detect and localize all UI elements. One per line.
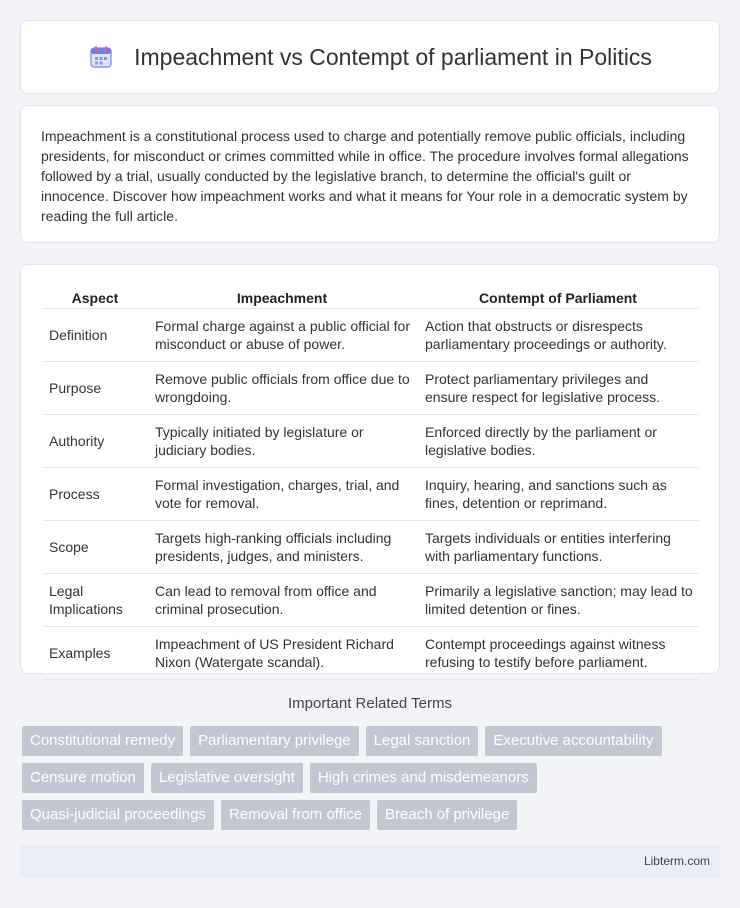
- table-row: [43, 362, 699, 415]
- tag-censure-motion[interactable]: Censure motion: [22, 763, 144, 793]
- table-row: [43, 627, 699, 680]
- cell-impeachment: Typically initiated by legislature or judiciary bodies.: [147, 415, 417, 468]
- cell-contempt: Enforced directly by the parliament or legislative bodies.: [417, 415, 699, 468]
- related-terms-title: Important Related Terms: [288, 695, 452, 712]
- cell-contempt: Contempt proceedings against witness refusing to testify before parliament.: [417, 627, 699, 680]
- cell-impeachment: Formal charge against a public official for misconduct or abuse of power.: [147, 309, 417, 362]
- cell-impeachment: Remove public officials from office due to wrongdoing.: [147, 362, 417, 415]
- cell-aspect: Definition: [43, 309, 147, 362]
- cell-contempt: Action that obstructs or disrespects parliamentary proceedings or authority.: [417, 309, 699, 362]
- cell-aspect: Examples: [43, 627, 147, 680]
- table-row: [43, 521, 699, 574]
- tag-quasi-judicial[interactable]: Quasi-judicial proceedings: [22, 800, 214, 830]
- header-card: [20, 20, 720, 94]
- calendar-icon: [88, 44, 114, 70]
- title-wrap: [88, 44, 652, 71]
- tag-parliamentary-privilege[interactable]: Parliamentary privilege: [190, 726, 359, 756]
- cell-impeachment: Formal investigation, charges, trial, and vote for removal.: [147, 468, 417, 521]
- page-title: Impeachment vs Contempt of parliament in Politics: [134, 43, 652, 70]
- cell-contempt: Primarily a legislative sanction; may lead to limited detention or fines.: [417, 574, 699, 627]
- table-row: [43, 468, 699, 521]
- table-row: [43, 309, 699, 362]
- intro-card: [20, 105, 720, 243]
- header-impeachment: Impeachment: [147, 285, 417, 309]
- cell-impeachment: Can lead to removal from office and criminal prosecution.: [147, 574, 417, 627]
- cell-contempt: Inquiry, hearing, and sanctions such as fines, detention or reprimand.: [417, 468, 699, 521]
- comparison-table-card: [20, 264, 720, 674]
- comparison-table: [43, 285, 699, 680]
- tag-removal-from-office[interactable]: Removal from office: [221, 800, 370, 830]
- tag-constitutional-remedy[interactable]: Constitutional remedy: [22, 726, 183, 756]
- table-row: [43, 574, 699, 627]
- cell-aspect: Authority: [43, 415, 147, 468]
- footer-site-link[interactable]: Libterm.com: [643, 854, 710, 868]
- cell-contempt: Targets individuals or entities interfering with parliamentary functions.: [417, 521, 699, 574]
- cell-impeachment: Targets high-ranking officials including presidents, judges, and ministers.: [147, 521, 417, 574]
- cell-aspect: Process: [43, 468, 147, 521]
- header-contempt: Contempt of Parliament: [417, 285, 699, 309]
- tag-legislative-oversight[interactable]: Legislative oversight: [151, 763, 303, 793]
- table-row: [43, 415, 699, 468]
- intro-text: Impeachment is a constitutional process used to charge and potentially remove public officials, including presidents, for misconduct or crimes committed while in office. The procedure involves formal allegations followed by a trial, usually conducted by the legislative branch, to determine the official's guilt or innocence. Discover how impeachment works and what it means for Your role in a democratic system by reading the full article.: [41, 128, 689, 224]
- table-header-row: [43, 285, 699, 309]
- tag-breach-of-privilege[interactable]: Breach of privilege: [377, 800, 517, 830]
- cell-contempt: Protect parliamentary privileges and ensure respect for legislative process.: [417, 362, 699, 415]
- cell-aspect: Scope: [43, 521, 147, 574]
- related-terms-tags: [22, 726, 722, 830]
- footer: [20, 845, 720, 878]
- cell-impeachment: Impeachment of US President Richard Nixon (Watergate scandal).: [147, 627, 417, 680]
- tag-executive-accountability[interactable]: Executive accountability: [485, 726, 661, 756]
- tag-legal-sanction[interactable]: Legal sanction: [366, 726, 479, 756]
- tag-high-crimes[interactable]: High crimes and misdemeanors: [310, 763, 537, 793]
- cell-aspect: Purpose: [43, 362, 147, 415]
- header-aspect: Aspect: [43, 285, 147, 309]
- cell-aspect: Legal Implications: [43, 574, 147, 627]
